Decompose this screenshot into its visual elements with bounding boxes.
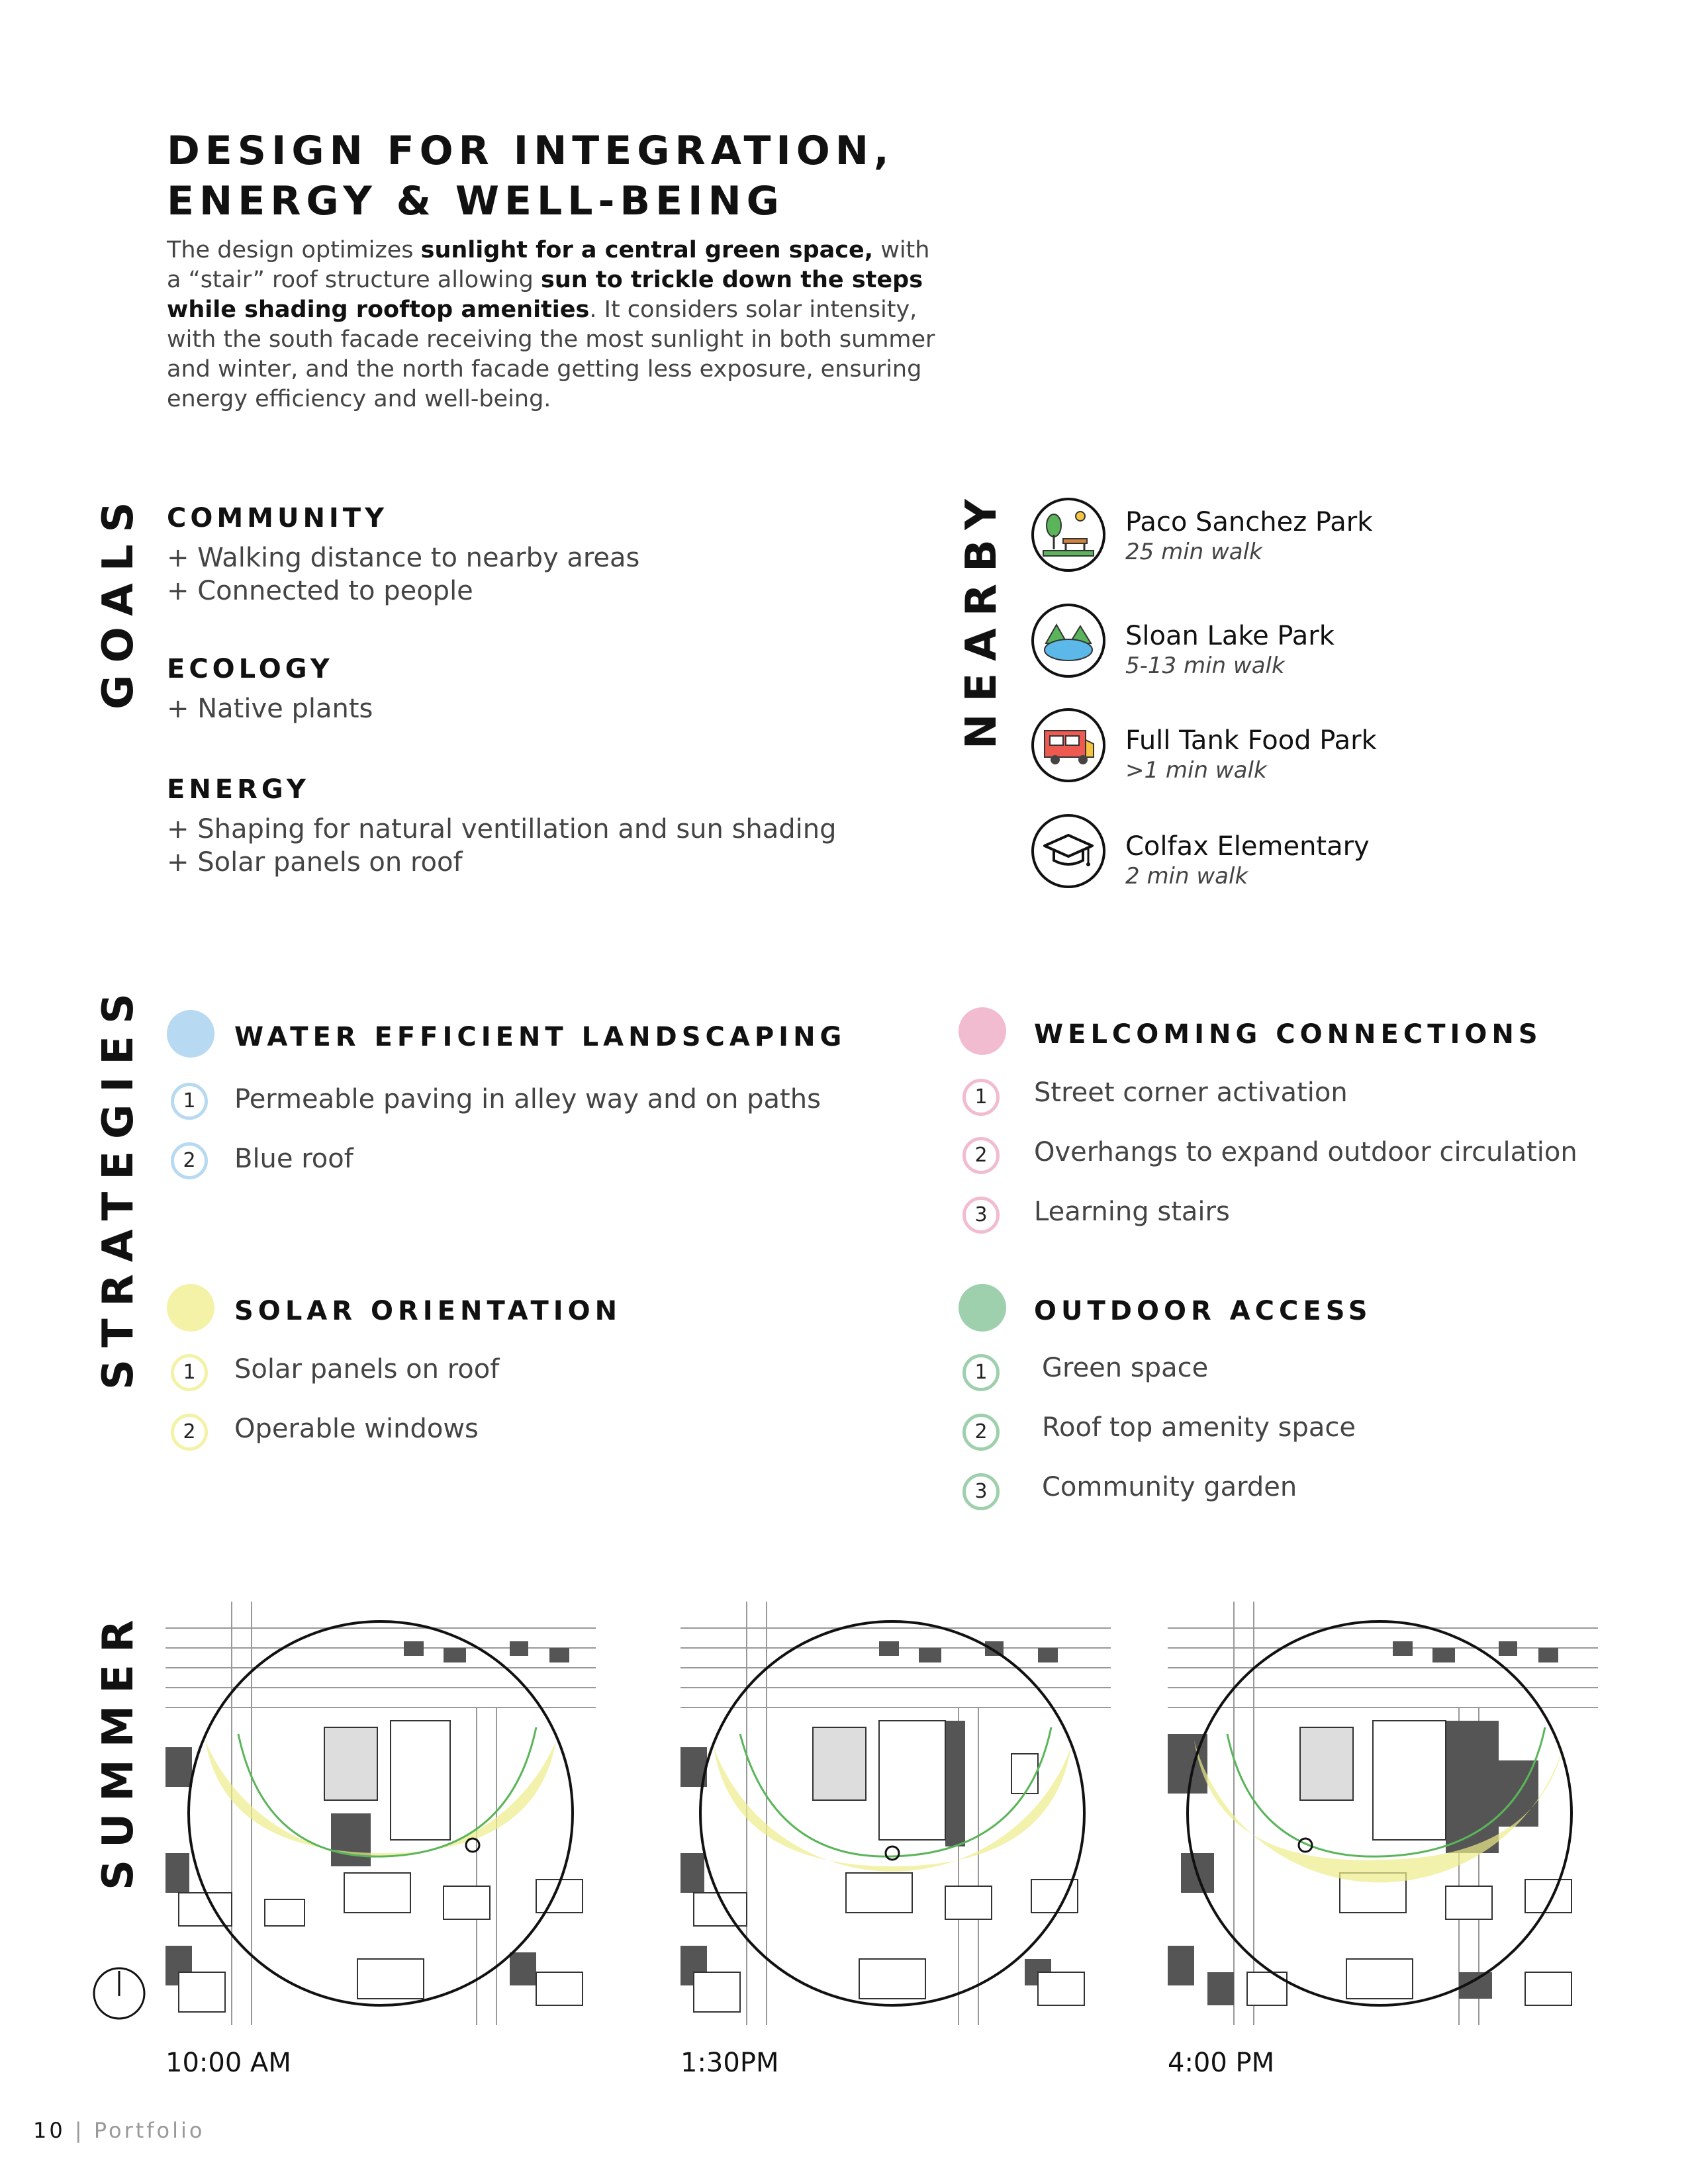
strategy-item: Learning stairs bbox=[1034, 1197, 1230, 1227]
goal-heading-community: COMMUNITY bbox=[167, 503, 389, 533]
strategy-item: Street corner activation bbox=[1034, 1077, 1348, 1108]
number-badge: 1 bbox=[171, 1354, 208, 1391]
place-name: Sloan Lake Park bbox=[1125, 621, 1335, 651]
footer-section: Portfolio bbox=[93, 2118, 205, 2143]
strategy-item: Blue roof bbox=[234, 1144, 353, 1174]
park-icon bbox=[1031, 498, 1105, 572]
number-badge: 2 bbox=[962, 1137, 1000, 1174]
sun-study-diagram-2 bbox=[680, 1602, 1111, 2025]
goals-label: GOALS bbox=[94, 490, 143, 709]
strategy-item: Overhangs to expand outdoor circulation bbox=[1034, 1137, 1577, 1167]
title-line-2: ENERGY & WELL-BEING bbox=[167, 178, 784, 224]
place-walk-time: >1 min walk bbox=[1125, 757, 1267, 784]
goal-heading-energy: ENERGY bbox=[167, 774, 310, 805]
intro-paragraph: The design optimizes sunlight for a central green space, with a “stair” roof structure allowing sun to trickle down the steps while shading rooftop amenities. It considers solar intensity, with the south facade receiving the most sunlight in both summer and winter, and the north facade getting less exposure, ensuring energy efficiency and well-being. bbox=[167, 237, 935, 412]
number-badge: 1 bbox=[171, 1083, 208, 1120]
water-swatch bbox=[167, 1010, 214, 1058]
number-badge: 1 bbox=[962, 1079, 1000, 1116]
number-badge: 2 bbox=[962, 1414, 1000, 1451]
place-walk-time: 5-13 min walk bbox=[1125, 653, 1285, 679]
strategy-item: Operable windows bbox=[234, 1414, 479, 1444]
place-name: Full Tank Food Park bbox=[1125, 725, 1377, 756]
strategy-heading-solar: SOLAR ORIENTATION bbox=[234, 1296, 622, 1326]
food-truck-icon bbox=[1031, 708, 1105, 782]
strategy-heading-welcoming: WELCOMING CONNECTIONS bbox=[1034, 1019, 1542, 1050]
strategies-label: STRATEGIES bbox=[94, 981, 143, 1390]
title-line-1: DESIGN FOR INTEGRATION, bbox=[167, 128, 894, 174]
summer-label: SUMMER bbox=[94, 1608, 143, 1890]
number-badge: 3 bbox=[962, 1197, 1000, 1234]
nearby-label: NEARBY bbox=[957, 487, 1006, 749]
sun-study-diagram-1 bbox=[165, 1602, 596, 2025]
page-title bbox=[167, 126, 1027, 226]
strategy-item: Community garden bbox=[1042, 1472, 1297, 1502]
place-walk-time: 25 min walk bbox=[1125, 539, 1262, 565]
strategy-item: Permeable paving in alley way and on paths bbox=[234, 1084, 821, 1115]
lake-icon bbox=[1031, 604, 1105, 678]
number-badge: 2 bbox=[171, 1142, 208, 1179]
goal-item: + Solar panels on roof bbox=[167, 847, 463, 878]
footer: 10 | Portfolio bbox=[33, 2118, 205, 2143]
place-name: Colfax Elementary bbox=[1125, 831, 1370, 862]
strategy-heading-outdoor: OUTDOOR ACCESS bbox=[1034, 1296, 1372, 1326]
time-label-3: 4:00 PM bbox=[1168, 2048, 1275, 2078]
graduation-cap-icon bbox=[1031, 814, 1105, 888]
solar-swatch bbox=[167, 1284, 214, 1332]
goal-heading-ecology: ECOLOGY bbox=[167, 654, 334, 684]
place-name: Paco Sanchez Park bbox=[1125, 507, 1373, 537]
goal-item: + Shaping for natural ventillation and sun shading bbox=[167, 814, 837, 844]
north-arrow-icon bbox=[91, 1966, 147, 2021]
strategy-item: Solar panels on roof bbox=[234, 1354, 500, 1385]
goal-item: + Walking distance to nearby areas bbox=[167, 543, 640, 573]
time-label-2: 1:30PM bbox=[680, 2048, 779, 2078]
number-badge: 2 bbox=[171, 1414, 208, 1451]
strategy-item: Green space bbox=[1042, 1353, 1209, 1383]
goal-item: + Native plants bbox=[167, 694, 373, 724]
strategy-heading-water: WATER EFFICIENT LANDSCAPING bbox=[234, 1022, 847, 1052]
sun-study-diagram-3 bbox=[1168, 1602, 1598, 2025]
number-badge: 3 bbox=[962, 1473, 1000, 1510]
strategy-item: Roof top amenity space bbox=[1042, 1412, 1356, 1443]
outdoor-swatch bbox=[959, 1284, 1006, 1332]
welcoming-swatch bbox=[959, 1007, 1006, 1055]
page-number: 10 bbox=[33, 2118, 66, 2143]
goal-item: + Connected to people bbox=[167, 576, 473, 606]
number-badge: 1 bbox=[962, 1354, 1000, 1391]
time-label-1: 10:00 AM bbox=[165, 2048, 291, 2078]
place-walk-time: 2 min walk bbox=[1125, 863, 1248, 889]
